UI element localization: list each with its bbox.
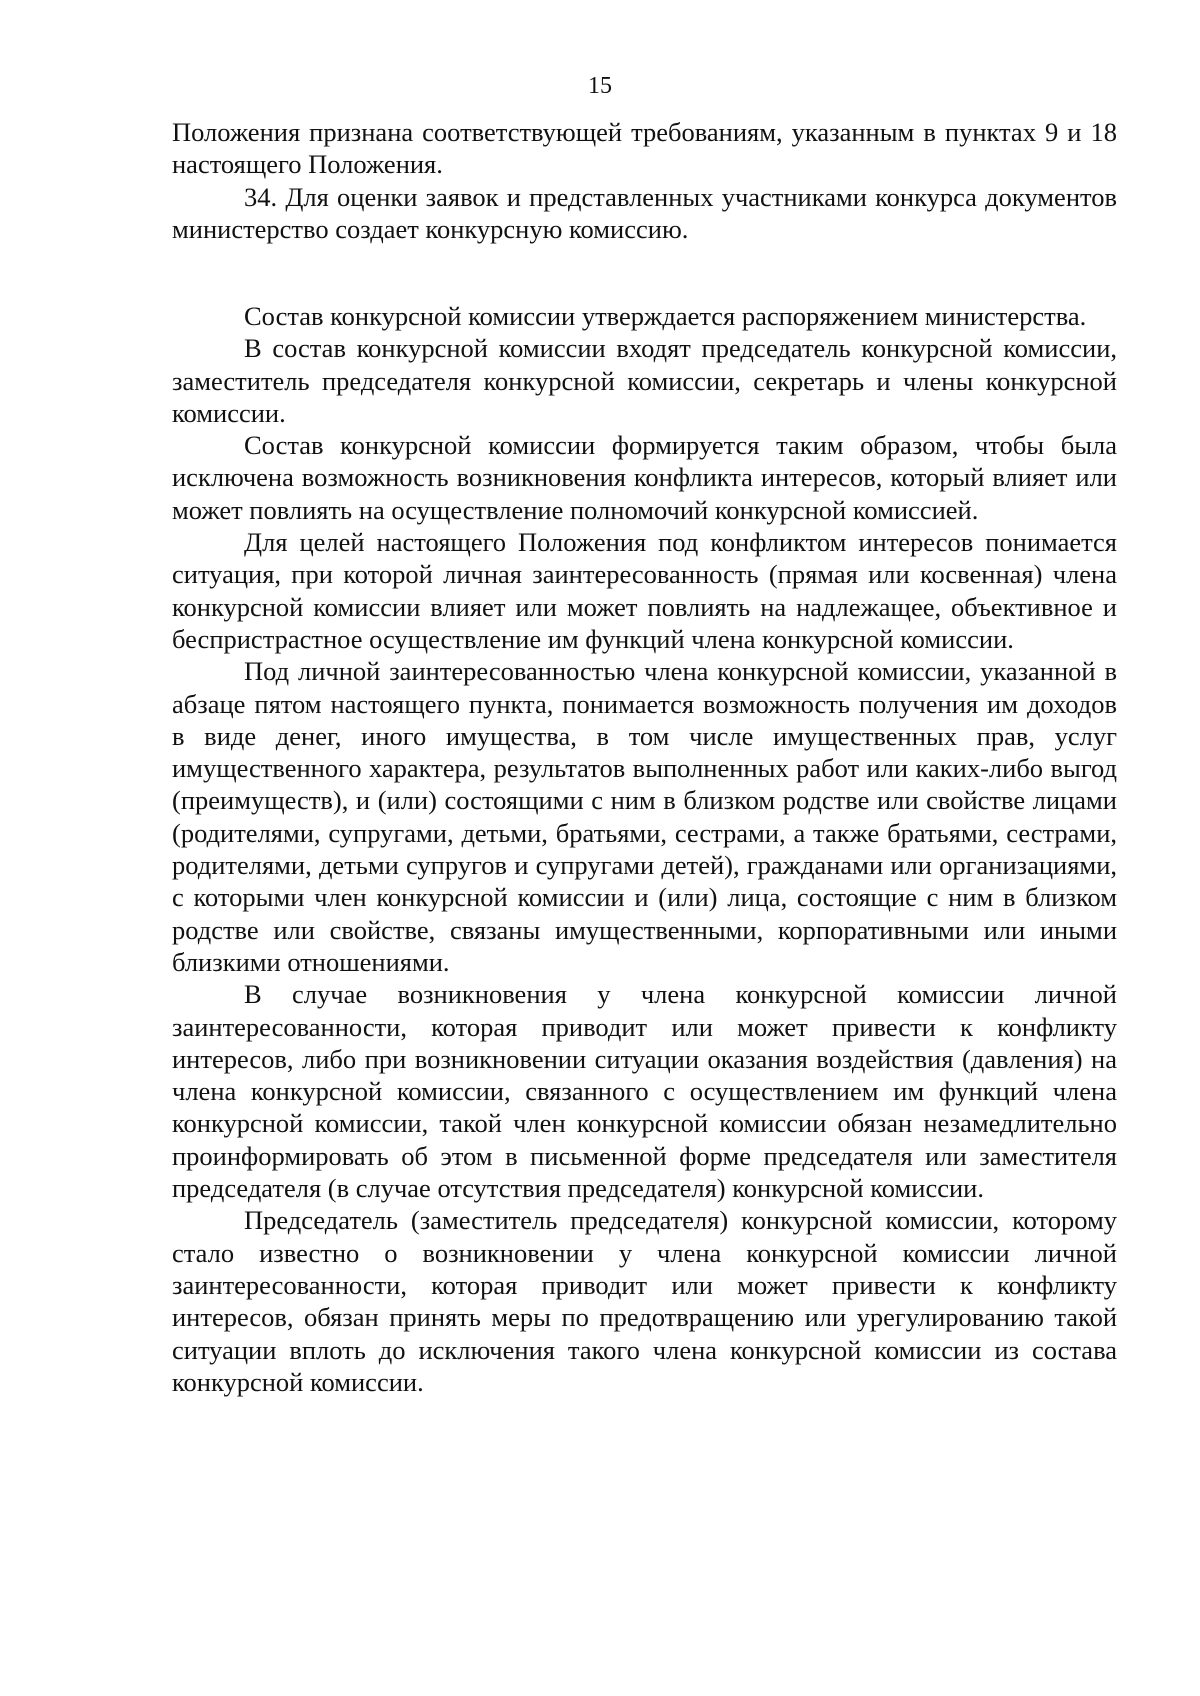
paragraph: В состав конкурсной комиссии входят председатель конкурсной комиссии, заместитель председателя конкурсной комиссии, секретарь и члены конкурсной комиссии.: [172, 333, 1117, 428]
paragraph: Председатель (заместитель председателя) конкурсной комиссии, которому стало известно о возникновении у члена конкурсной комиссии личной заинтересованности, которая приводит или может привести к конфликту интересов, обязан принять меры по предотвращению или урегулированию такой ситуации вплоть до исключения такого члена конкурсной комиссии из состава конкурсной комиссии.: [172, 1205, 1117, 1397]
paragraph: Состав конкурсной комиссии утверждается распоряжением министерства.: [244, 301, 1087, 331]
text-block-top: [172, 116, 1117, 245]
page-number: 15: [588, 73, 612, 99]
paragraph: Для целей настоящего Положения под конфликтом интересов понимается ситуация, при которой личная заинтересованность (прямая или косвенная) члена конкурсной комиссии влияет или может повлиять на надлежащее, объективное и беспристрастное осуществление им функций члена конкурсной комиссии.: [172, 527, 1117, 654]
text-block-main: [172, 300, 1117, 1398]
paragraph: Положения признана соответствующей требованиям, указанным в пунктах 9 и 18 настоящего Положения.: [172, 117, 1117, 180]
paragraph: Под личной заинтересованностью члена конкурсной комиссии, указанной в абзаце пятом настоящего пункта, понимается возможность получения им доходов в виде денег, иного имущества, в том числе имущественных прав, услуг имущественного характера, результатов выполненных работ или каких-либо выгод (преимуществ), и (или) состоящими с ним в близком родстве или свойстве лицами (родителями, супругами, детьми, братьями, сестрами, а также братьями, сестрами, родителями, детьми супругов и супругами детей), гражданами или организациями, с которыми член конкурсной комиссии и (или) лица, состоящие с ним в близком родстве или свойстве, связаны имущественными, корпоративными или иными близкими отношениями.: [172, 656, 1117, 977]
paragraph: В случае возникновения у члена конкурсной комиссии личной заинтересованности, которая приводит или может привести к конфликту интересов, либо при возникновении ситуации оказания воздействия (давления) на члена конкурсной комиссии, связанного с осуществлением им функций члена конкурсной комиссии, такой член конкурсной комиссии обязан незамедлительно проинформировать об этом в письменной форме председателя или заместителя председателя (в случае отсутствия председателя) конкурсной комиссии.: [172, 979, 1117, 1204]
paragraph: Состав конкурсной комиссии формируется таким образом, чтобы была исключена возможность возникновения конфликта интересов, который влияет или может повлиять на осуществление полномочий конкурсной комиссией.: [172, 430, 1117, 525]
paragraph: 34. Для оценки заявок и представленных участниками конкурса документов министерство создает конкурсную комиссию.: [172, 181, 1117, 244]
